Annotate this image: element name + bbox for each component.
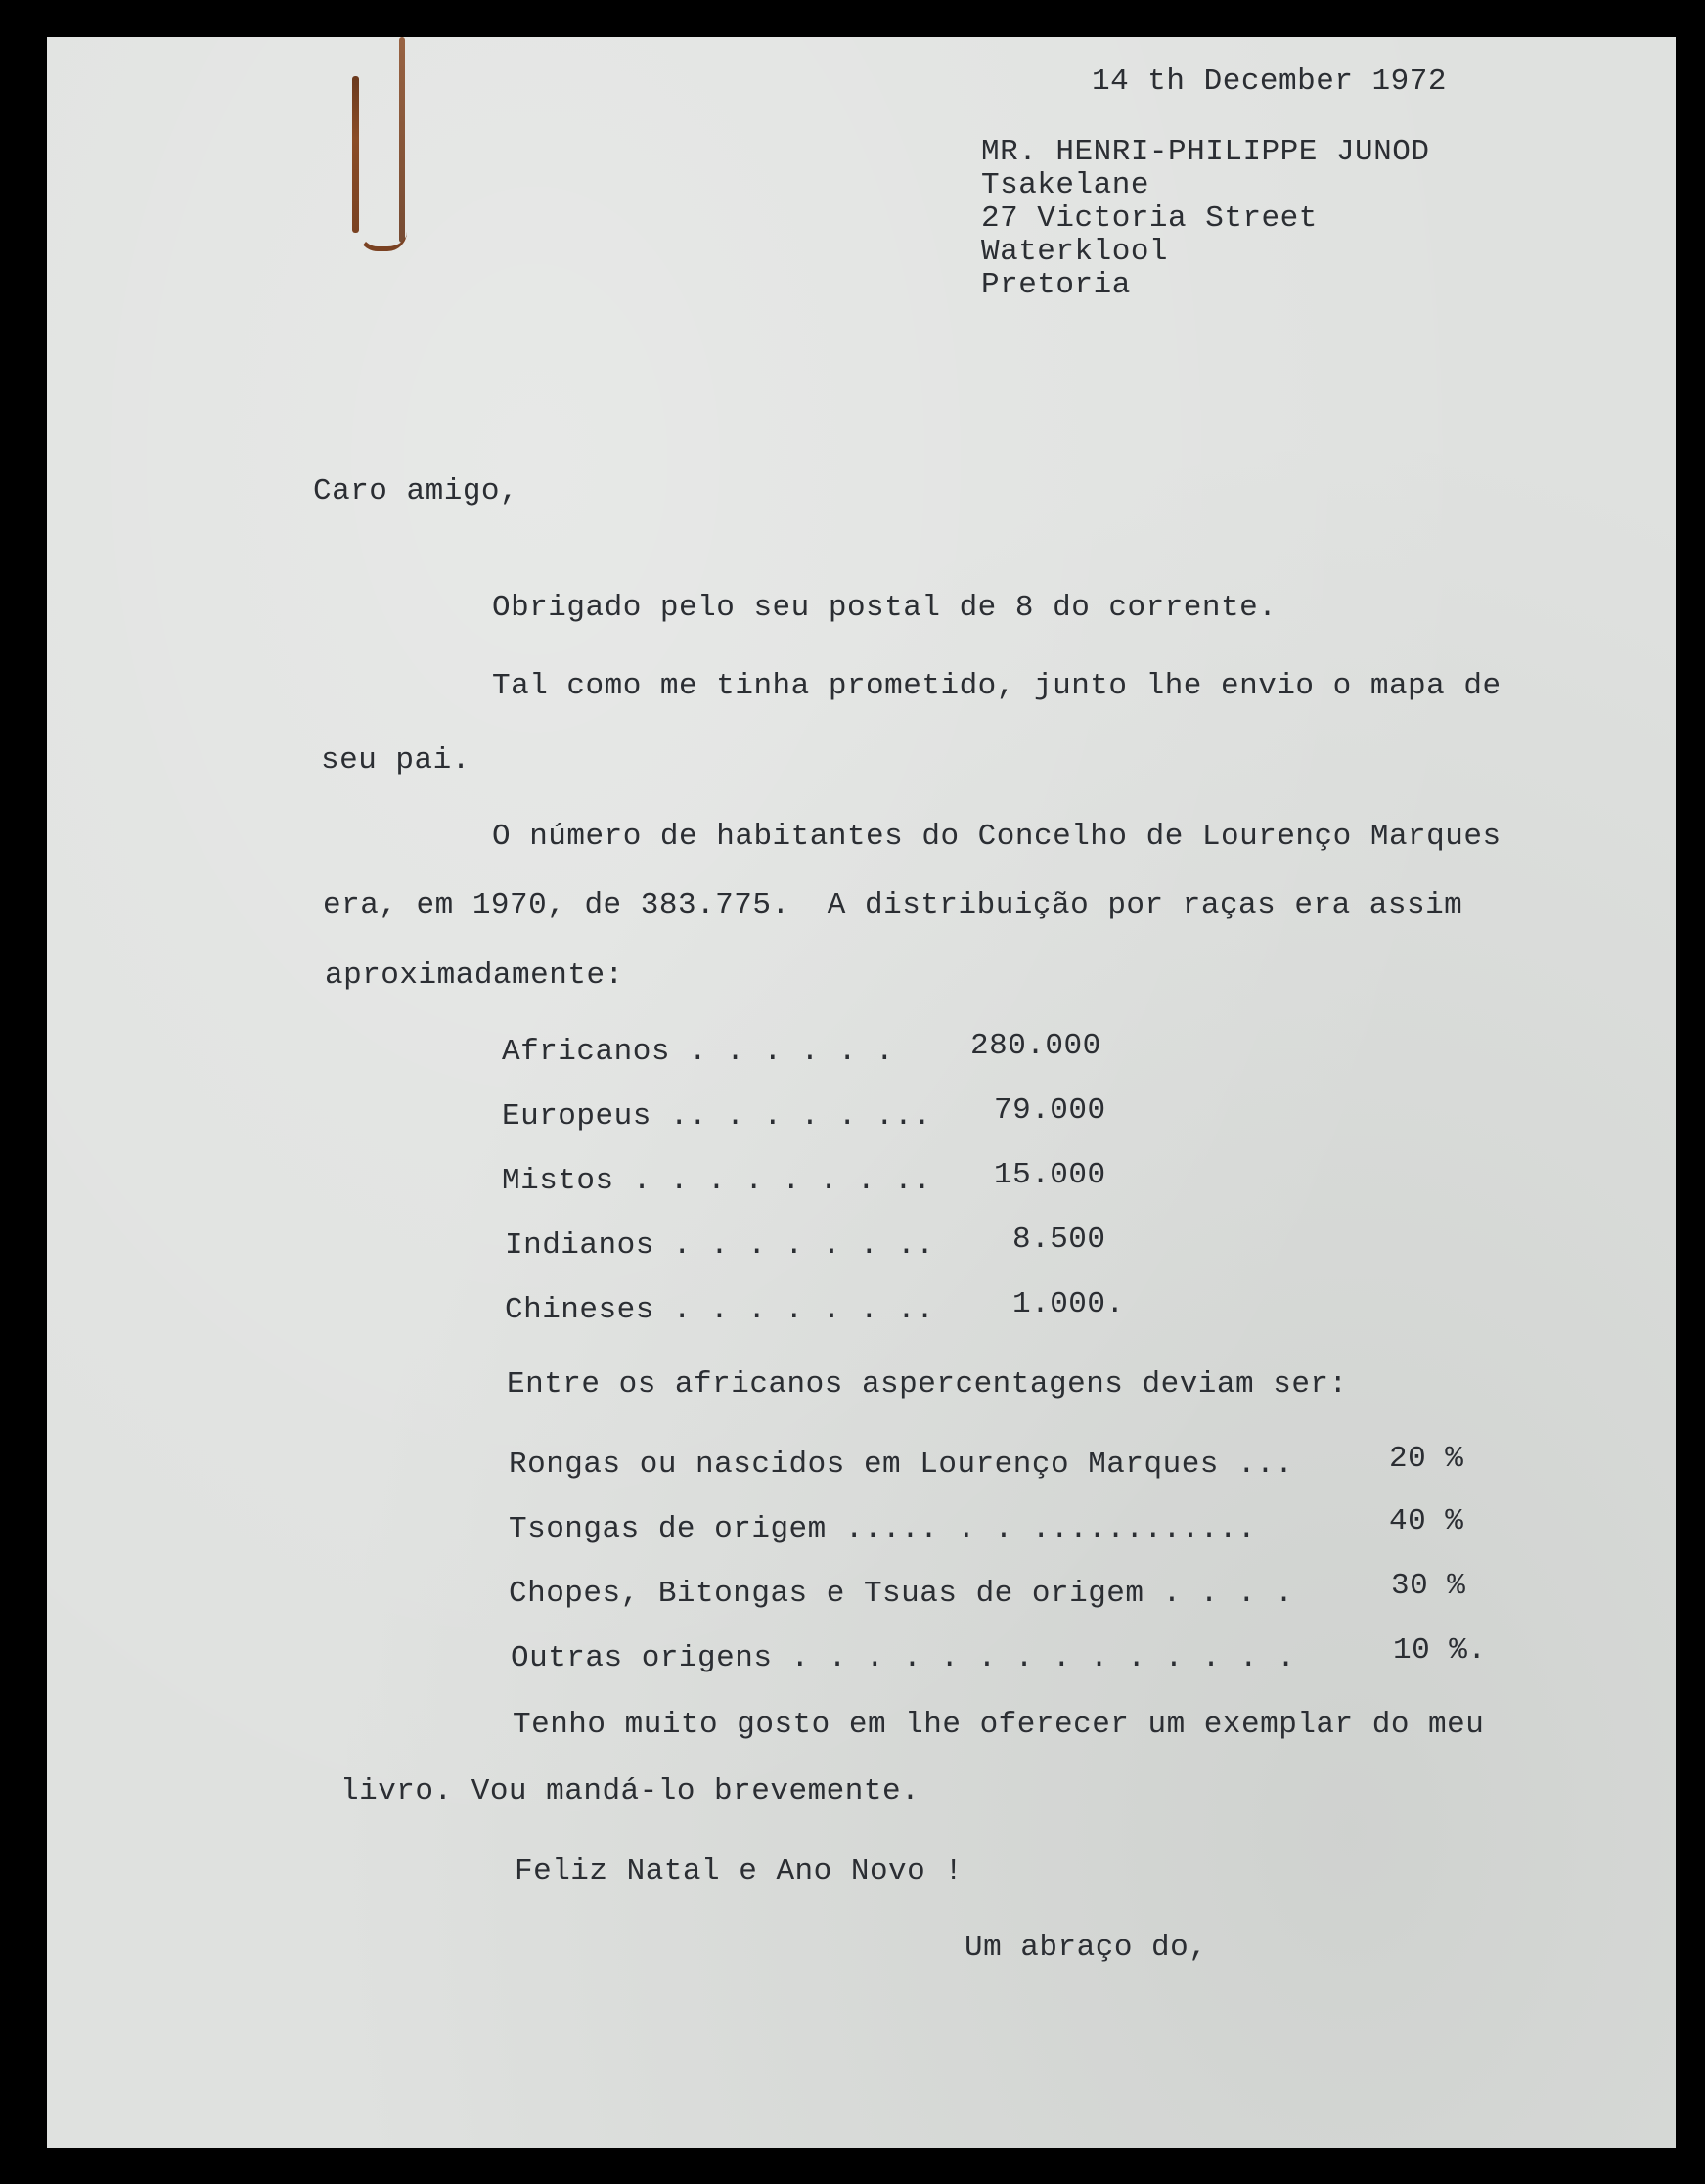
population-label: Chineses . . . . . . .. [505, 1293, 935, 1327]
population-value: 15.000 [994, 1158, 1106, 1192]
population-label: Africanos . . . . . . [502, 1035, 895, 1069]
staple-mark-left [352, 76, 359, 233]
paragraph-3-line-1: O número de habitantes do Concelho de Lourenço Marques [492, 820, 1502, 854]
paragraph-3-line-2: era, em 1970, de 383.775. A distribuição por raças era assim [323, 888, 1463, 922]
population-value: 8.500 [1012, 1223, 1106, 1257]
closing: Um abraço do, [965, 1931, 1208, 1965]
staple-mark-right [399, 37, 405, 243]
paragraph-4-line-1: Tenho muito gosto em lhe oferecer um exemplar do meu [513, 1708, 1485, 1742]
percentage-value: 10 %. [1393, 1633, 1487, 1668]
letter-sheet [47, 37, 1676, 2148]
percentage-label: Tsongas de origem ..... . . ............ [509, 1512, 1257, 1546]
population-label: Europeus .. . . . . ... [502, 1099, 932, 1134]
paragraph-1: Obrigado pelo seu postal de 8 do corrente. [492, 591, 1278, 625]
recipient-line-3: Waterklool [981, 235, 1169, 269]
letter-date: 14 th December 1972 [1092, 65, 1447, 99]
population-label: Indianos . . . . . . .. [505, 1228, 935, 1263]
population-value: 79.000 [994, 1093, 1106, 1128]
paragraph-2-line-2: seu pai. [321, 743, 471, 778]
staple-mark-bottom [358, 229, 407, 251]
holiday-wishes: Feliz Natal e Ano Novo ! [515, 1854, 964, 1889]
paragraph-4-line-2: livro. Vou mandá-lo brevemente. [340, 1774, 920, 1808]
population-value: 1.000. [1012, 1287, 1125, 1321]
population-label: Mistos . . . . . . . .. [502, 1164, 932, 1198]
paragraph-3-line-3: aproximadamente: [325, 958, 624, 993]
recipient-line-4: Pretoria [981, 268, 1131, 302]
salutation: Caro amigo, [313, 474, 519, 509]
recipient-line-2: 27 Victoria Street [981, 201, 1318, 236]
paragraph-2-line-1: Tal como me tinha prometido, junto lhe envio o mapa de [492, 669, 1502, 703]
percentage-value: 20 % [1389, 1442, 1464, 1476]
percentage-label: Chopes, Bitongas e Tsuas de origem . . . . [509, 1577, 1294, 1611]
population-value: 280.000 [970, 1029, 1101, 1063]
percentage-label: Outras origens . . . . . . . . . . . . . . [511, 1641, 1296, 1675]
percentage-label: Rongas ou nascidos em Lourenço Marques ... [509, 1448, 1294, 1482]
percentages-intro: Entre os africanos aspercentagens deviam ser: [507, 1367, 1348, 1402]
recipient-line-1: Tsakelane [981, 168, 1149, 202]
recipient-name: MR. HENRI-PHILIPPE JUNOD [981, 135, 1430, 169]
percentage-value: 30 % [1391, 1569, 1466, 1603]
percentage-value: 40 % [1389, 1504, 1464, 1538]
